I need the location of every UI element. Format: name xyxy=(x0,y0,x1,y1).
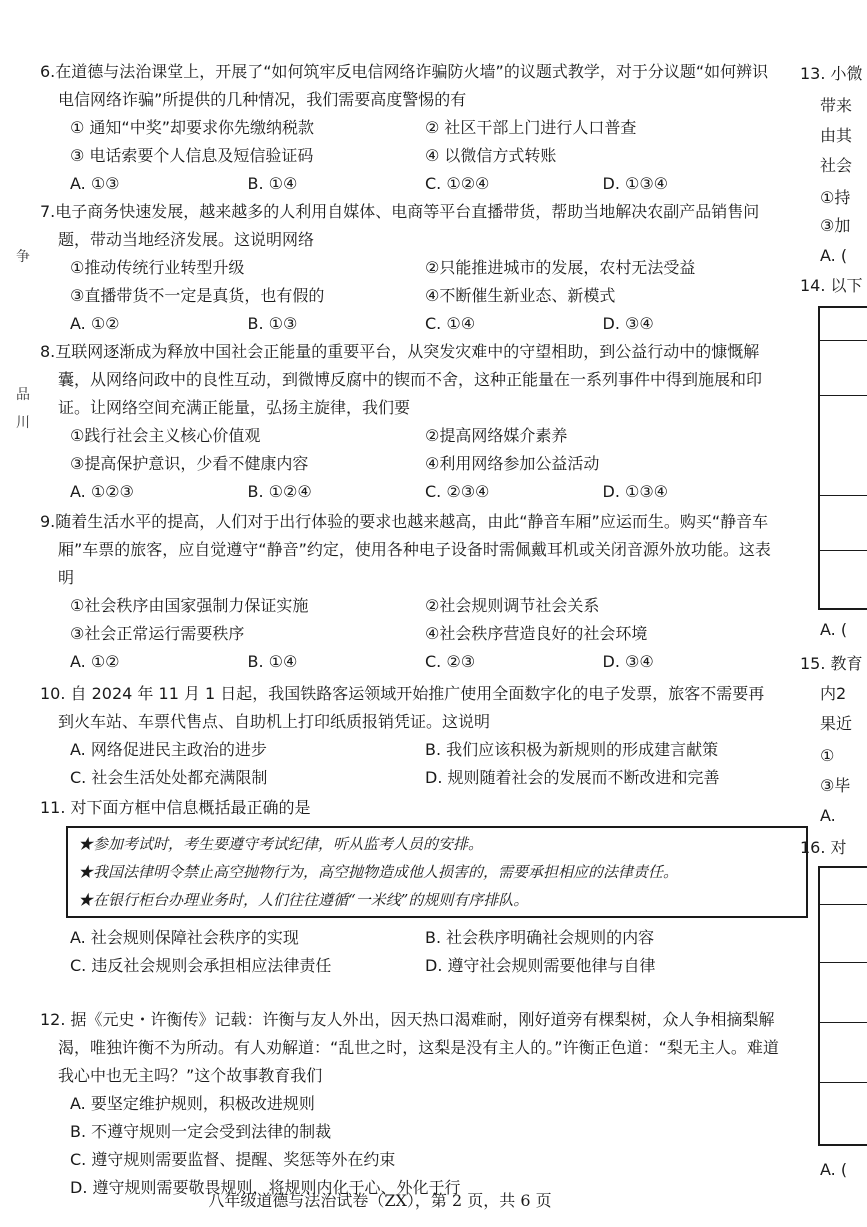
answer-choice: B. 不遵守规则一定会受到法律的制裁 xyxy=(70,1122,332,1141)
question-stem: 11. 对下面方框中信息概括最正确的是 xyxy=(40,798,311,817)
question-stem: 10. 自 2024 年 11 月 1 日起，我国铁路客运领域开始推广使用全面数字化的电子发票，旅客不需要再到火车站、车票代售点、自助机上打印纸质报销凭证。这说明 xyxy=(40,684,765,731)
right-table-frame xyxy=(818,866,867,1146)
table-row-line xyxy=(818,1082,867,1083)
statement-item: ①推动传统行业转型升级 xyxy=(70,258,245,277)
info-box xyxy=(66,826,808,918)
table-row-line xyxy=(818,495,867,496)
answer-choice: B. ①④ xyxy=(247,652,298,671)
answer-choice: D. ①③④ xyxy=(602,482,669,501)
table-row-line xyxy=(818,962,867,963)
question-12 xyxy=(40,1006,780,1202)
right-col-text: ①持 xyxy=(820,188,851,207)
question-8 xyxy=(40,338,780,506)
margin-mark: 品 xyxy=(16,387,30,403)
statement-item: ②提高网络媒介素养 xyxy=(425,426,568,445)
page-footer: 八年级道德与法治试卷（ZX），第 2 页，共 6 页 xyxy=(208,1191,552,1210)
question-stem: 9.随着生活水平的提高，人们对于出行体验的要求也越来越高，由此“静音车厢”应运而生。购买“静音车厢”车票的旅客，应自觉遵守“静音”约定，使用各种电子设备时需佩戴耳机或关闭音源外放功能。这表明 xyxy=(40,512,771,587)
answer-choice: D. 遵守规则需要敬畏规则，将规则内化于心、外化于行 xyxy=(70,1178,461,1197)
right-col-text: 果近 xyxy=(820,714,853,733)
info-box-line: ★参加考试时，考生要遵守考试纪律，听从监考人员的安排。 xyxy=(78,835,484,853)
answer-choice: B. ①②④ xyxy=(247,482,312,501)
answer-choice: C. 遵守规则需要监督、提醒、奖惩等外在约束 xyxy=(70,1150,396,1169)
answer-choice: C. ②③④ xyxy=(425,482,490,501)
question-10 xyxy=(40,680,780,792)
answer-choice: B. ①③ xyxy=(247,314,298,333)
answer-choice: C. ②③ xyxy=(425,652,476,671)
right-col-text: 内2 xyxy=(820,684,847,703)
question-11 xyxy=(40,794,780,980)
right-col-text: 16. 对 xyxy=(800,838,847,857)
right-col-text: 社会 xyxy=(820,156,853,175)
answer-choice: C. 社会生活处处都充满限制 xyxy=(70,768,268,787)
answer-choice: A. 网络促进民主政治的进步 xyxy=(70,740,267,759)
statement-item: ②社会规则调节社会关系 xyxy=(425,596,600,615)
answer-choice: A. ①② xyxy=(70,652,120,671)
table-row-line xyxy=(818,550,867,551)
answer-choice: D. ③④ xyxy=(602,652,654,671)
right-col-text: ① xyxy=(820,746,835,765)
table-row-line xyxy=(818,904,867,905)
margin-mark: 争 xyxy=(16,249,30,265)
answer-choice: D. 遵守社会规则需要他律与自律 xyxy=(425,956,656,975)
answer-choice: C. 违反社会规则会承担相应法律责任 xyxy=(70,956,332,975)
question-stem: 12. 据《元史・许衡传》记载：许衡与友人外出，因天热口渴难耐，刚好道旁有棵梨树，众人争相摘梨解渴，唯独许衡不为所动。有人劝解道：“乱世之时，这梨是没有主人的。”许衡正色道：“梨无主人。难道我心中也无主吗？”这个故事教育我们 xyxy=(40,1010,779,1085)
question-stem: 6.在道德与法治课堂上，开展了“如何筑牢反电信网络诈骗防火墙”的议题式教学，对于分议题“如何辨识电信网络诈骗”所提供的几种情况，我们需要高度警惕的有 xyxy=(40,62,769,109)
right-table-frame xyxy=(818,306,867,610)
table-row-line xyxy=(818,395,867,396)
info-box-line: ★在银行柜台办理业务时，人们往往遵循“一米线”的规则有序排队。 xyxy=(78,891,529,909)
right-col-text: A. ( xyxy=(820,620,848,639)
answer-choice: D. 规则随着社会的发展而不断改进和完善 xyxy=(425,768,720,787)
right-col-text: A. ( xyxy=(820,246,848,265)
question-6 xyxy=(40,58,780,198)
statement-item: ③社会正常运行需要秩序 xyxy=(70,624,245,643)
statement-item: ③ 电话索要个人信息及短信验证码 xyxy=(70,146,314,165)
answer-choice: D. ③④ xyxy=(602,314,654,333)
right-col-text: ③毕 xyxy=(820,776,851,795)
statement-item: ①社会秩序由国家强制力保证实施 xyxy=(70,596,309,615)
answer-choice: A. ①③ xyxy=(70,174,120,193)
answer-choice: A. ①② xyxy=(70,314,120,333)
statement-item: ④ 以微信方式转账 xyxy=(425,146,557,165)
statement-item: ① 通知“中奖”却要求你先缴纳税款 xyxy=(70,118,315,137)
answer-choice: B. 社会秩序明确社会规则的内容 xyxy=(425,928,655,947)
info-box-line: ★我国法律明令禁止高空抛物行为，高空抛物造成他人损害的，需要承担相应的法律责任。 xyxy=(78,863,679,881)
answer-choice: B. ①④ xyxy=(247,174,298,193)
right-col-text: 带来 xyxy=(820,96,853,115)
question-stem: 8.互联网逐渐成为释放中国社会正能量的重要平台，从突发灾难中的守望相助，到公益行动中的慷慨解囊，从网络问政中的良性互动，到微博反腐中的锲而不舍，这种正能量在一系列事件中得到施展和印证。让网络空间充满正能量，弘扬主旋律，我们要 xyxy=(40,342,763,417)
answer-choice: C. ①②④ xyxy=(425,174,490,193)
table-row-line xyxy=(818,1022,867,1023)
statement-item: ①践行社会主义核心价值观 xyxy=(70,426,261,445)
right-col-text: 13. 小微 xyxy=(800,64,863,83)
statement-item: ②只能推进城市的发展，农村无法受益 xyxy=(425,258,696,277)
right-col-text: A. ( xyxy=(820,1160,848,1179)
answer-choice: A. ①②③ xyxy=(70,482,134,501)
statement-item: ③提高保护意识，少看不健康内容 xyxy=(70,454,309,473)
right-col-text: 15. 教育 xyxy=(800,654,863,673)
answer-choice: C. ①④ xyxy=(425,314,476,333)
table-row-line xyxy=(818,340,867,341)
statement-item: ④不断催生新业态、新模式 xyxy=(425,286,616,305)
question-9 xyxy=(40,508,780,676)
question-7 xyxy=(40,198,780,338)
right-col-text: 14. 以下 xyxy=(800,276,863,295)
margin-mark: 川 xyxy=(16,415,30,431)
statement-item: ④社会秩序营造良好的社会环境 xyxy=(425,624,648,643)
answer-choice: B. 我们应该积极为新规则的形成建言献策 xyxy=(425,740,719,759)
right-col-text: ③加 xyxy=(820,216,851,235)
statement-item: ④利用网络参加公益活动 xyxy=(425,454,600,473)
right-col-text: 由其 xyxy=(820,126,853,145)
question-stem: 7.电子商务快速发展，越来越多的人利用自媒体、电商等平台直播带货，帮助当地解决农副产品销售问题，带动当地经济发展。这说明网络 xyxy=(40,202,760,249)
statement-item: ③直播带货不一定是真货，也有假的 xyxy=(70,286,325,305)
answer-choice: D. ①③④ xyxy=(602,174,669,193)
statement-item: ② 社区干部上门进行人口普查 xyxy=(425,118,637,137)
answer-choice: A. 要坚定维护规则，积极改进规则 xyxy=(70,1094,315,1113)
answer-choice: A. 社会规则保障社会秩序的实现 xyxy=(70,928,299,947)
right-col-text: A. xyxy=(820,806,836,825)
